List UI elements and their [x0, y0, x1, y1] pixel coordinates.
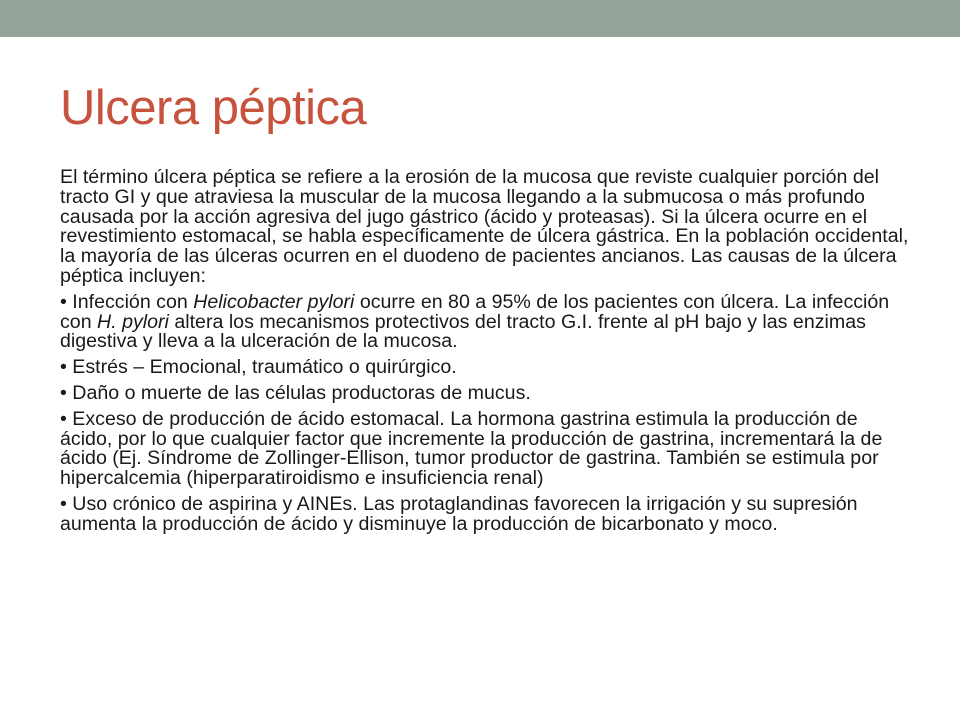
slide-body — [60, 168, 910, 541]
intro-paragraph: El término úlcera péptica se refiere a la erosión de la mucosa que reviste cualquier porción del tracto GI y que atraviesa la muscular de la mucosa llegando a la submucosa o más profundo causada por la acción agresiva del jugo gástrico (ácido y proteasas). Si la úlcera ocurre en el revestimiento estomacal, se habla específicamente de úlcera gástrica. En la población occidental, la mayoría de las úlceras ocurren en el duodeno de pacientes ancianos. Las causas de la úlcera péptica incluyen: — [60, 166, 909, 287]
bullet-h-pylori-prefix: • Infección con — [60, 290, 194, 313]
slide-title: Ulcera péptica — [60, 81, 367, 135]
bullet-nsaids: • Uso crónico de aspirina y AINEs. Las protaglandinas favorecen la irrigación y su supresión aumenta la producción de ácido y disminuye la producción de bicarbonato y moco. — [60, 492, 858, 535]
bullet-h-pylori-mid: ocurre en 80 a 95% de los pacientes con úlcera. La infección con — [60, 290, 890, 333]
bullet-acid-excess: • Exceso de producción de ácido estomacal. La hormona gastrina estimula la producción de ácido, por lo que cualquier factor que incremente la producción de gastrina, incrementará la de ácido (Ej. Síndrome de Zollinger-Ellison, tumor productor de gastrina. También se estimula por hipercalcemia (hiperparatiroidismo e insuficiencia renal) — [60, 407, 883, 490]
bullet-h-pylori-abbrev: H. pylori — [97, 310, 169, 333]
bullet-h-pylori-species: Helicobacter pylori — [193, 290, 355, 313]
top-decorative-band — [0, 0, 960, 37]
bullet-h-pylori — [60, 290, 910, 353]
bullet-mucus-cells: • Daño o muerte de las células productoras de mucus. — [60, 381, 531, 404]
bullet-h-pylori-rest: altera los mecanismos protectivos del tracto G.I. frente al pH bajo y las enzimas digestiva y lleva a la ulceración de la mucosa. — [60, 310, 866, 353]
bullet-stress: • Estrés – Emocional, traumático o quirúrgico. — [60, 356, 457, 379]
